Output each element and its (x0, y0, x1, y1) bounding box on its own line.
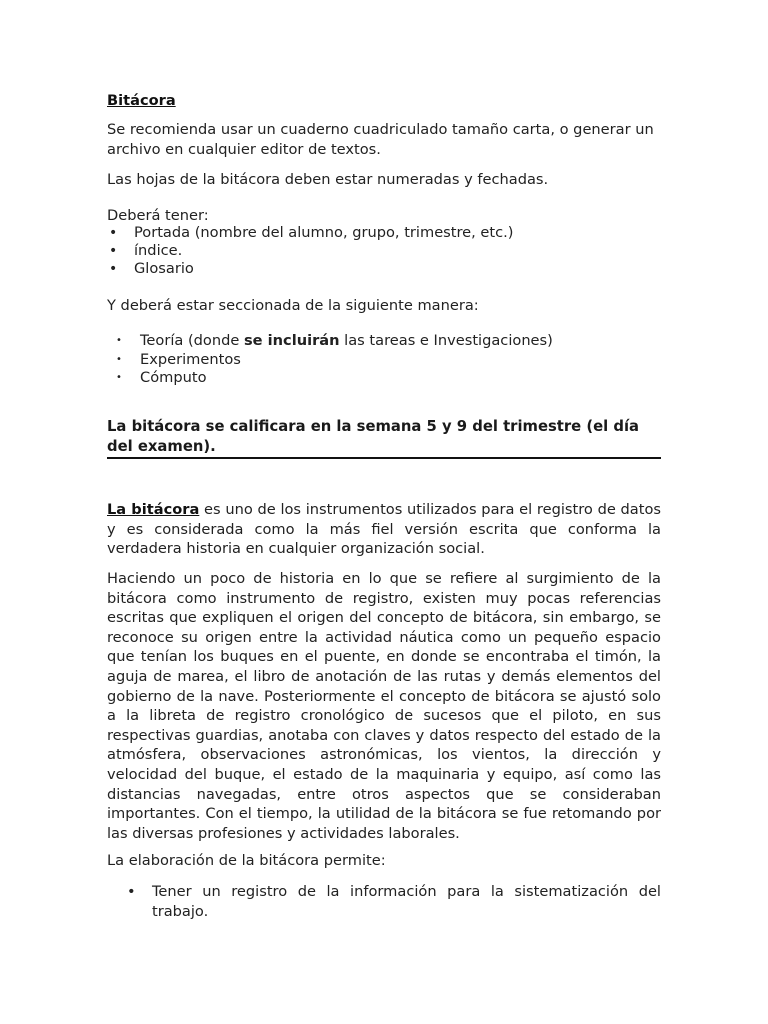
list-item-text: Cómputo (140, 369, 207, 386)
list-item (107, 260, 661, 278)
bullet-icon: • (116, 335, 122, 346)
page-title: Bitácora (107, 92, 176, 109)
bullet-icon: • (127, 883, 136, 900)
must-have-label: Deberá tener: (107, 207, 209, 224)
intro-paragraph-1: Se recomienda usar un cuaderno cuadriculado tamaño carta, o generar un archivo en cualquier editor de textos. (107, 121, 654, 158)
list-item (107, 242, 661, 260)
list-item-text-bold: se incluirán (244, 332, 340, 349)
list-item-text: Portada (nombre del alumno, grupo, trimestre, etc.) (134, 224, 514, 241)
list-item-text: Tener un registro de la información para la sistematización del trabajo. (152, 883, 661, 920)
section-divider (107, 457, 661, 459)
benefits-label: La elaboración de la bitácora permite: (107, 852, 386, 869)
bullet-icon: • (109, 225, 118, 241)
definition-rest: es uno de los instrumentos utilizados para el registro de datos y es considerada como la más fiel versión escrita que conforma la verdadera historia en cualquier organización social. (107, 501, 661, 558)
list-item-text: índice. (134, 242, 183, 259)
list-item (107, 369, 661, 388)
bullet-icon: • (116, 372, 122, 383)
history-paragraph: Haciendo un poco de historia en lo que se refiere al surgimiento de la bitácora como instrumento de registro, existen muy pocas referencias escritas que expliquen el origen del concepto de bitácora, sin embargo, se reconoce su origen entre la actividad náutica como un pequeño espacio que tenían los buques en el puente, en donde se encontraba el timón, la aguja de marea, el libro de anotación de las rutas y demás elementos del gobierno de la nave. Posteriormente el concepto de bitácora se ajustó solo a la libreta de registro cronológico de sucesos que el piloto, en sus respectivas guardias, anotaba con claves y datos respecto del estado de la atmósfera, observaciones astronómicas, los vientos, la dirección y velocidad del buque, el estado de la maquinaria y equipo, así como las distancias navegadas, entre otros aspectos que se consideraban importantes. Con el tiempo, la utilidad de la bitácora se fue retomando por las diversas profesiones y actividades laborales. (107, 570, 661, 842)
definition-paragraph (107, 500, 661, 559)
benefits-list (107, 882, 661, 921)
list-item (107, 332, 661, 351)
intro-paragraph-2: Las hojas de la bitácora deben estar numeradas y fechadas. (107, 171, 549, 188)
list-item (107, 351, 661, 370)
grading-note: La bitácora se calificara en la semana 5 y 9 del trimestre (el día del examen). (107, 418, 640, 455)
list-item-text: Glosario (134, 260, 194, 277)
sections-label: Y deberá estar seccionada de la siguiente manera: (107, 297, 479, 314)
definition-lead: La bitácora (107, 501, 200, 518)
list-item (107, 882, 661, 921)
bullet-icon: • (116, 353, 122, 365)
list-item (107, 224, 661, 242)
sections-list (107, 332, 661, 388)
bullet-icon: • (109, 261, 118, 277)
must-have-list (107, 224, 661, 278)
bullet-icon: • (109, 243, 118, 259)
list-item-text: Experimentos (140, 350, 241, 368)
list-item-text-pre: Teoría (donde (140, 332, 244, 349)
list-item-text-post: las tareas e Investigaciones) (339, 332, 553, 349)
